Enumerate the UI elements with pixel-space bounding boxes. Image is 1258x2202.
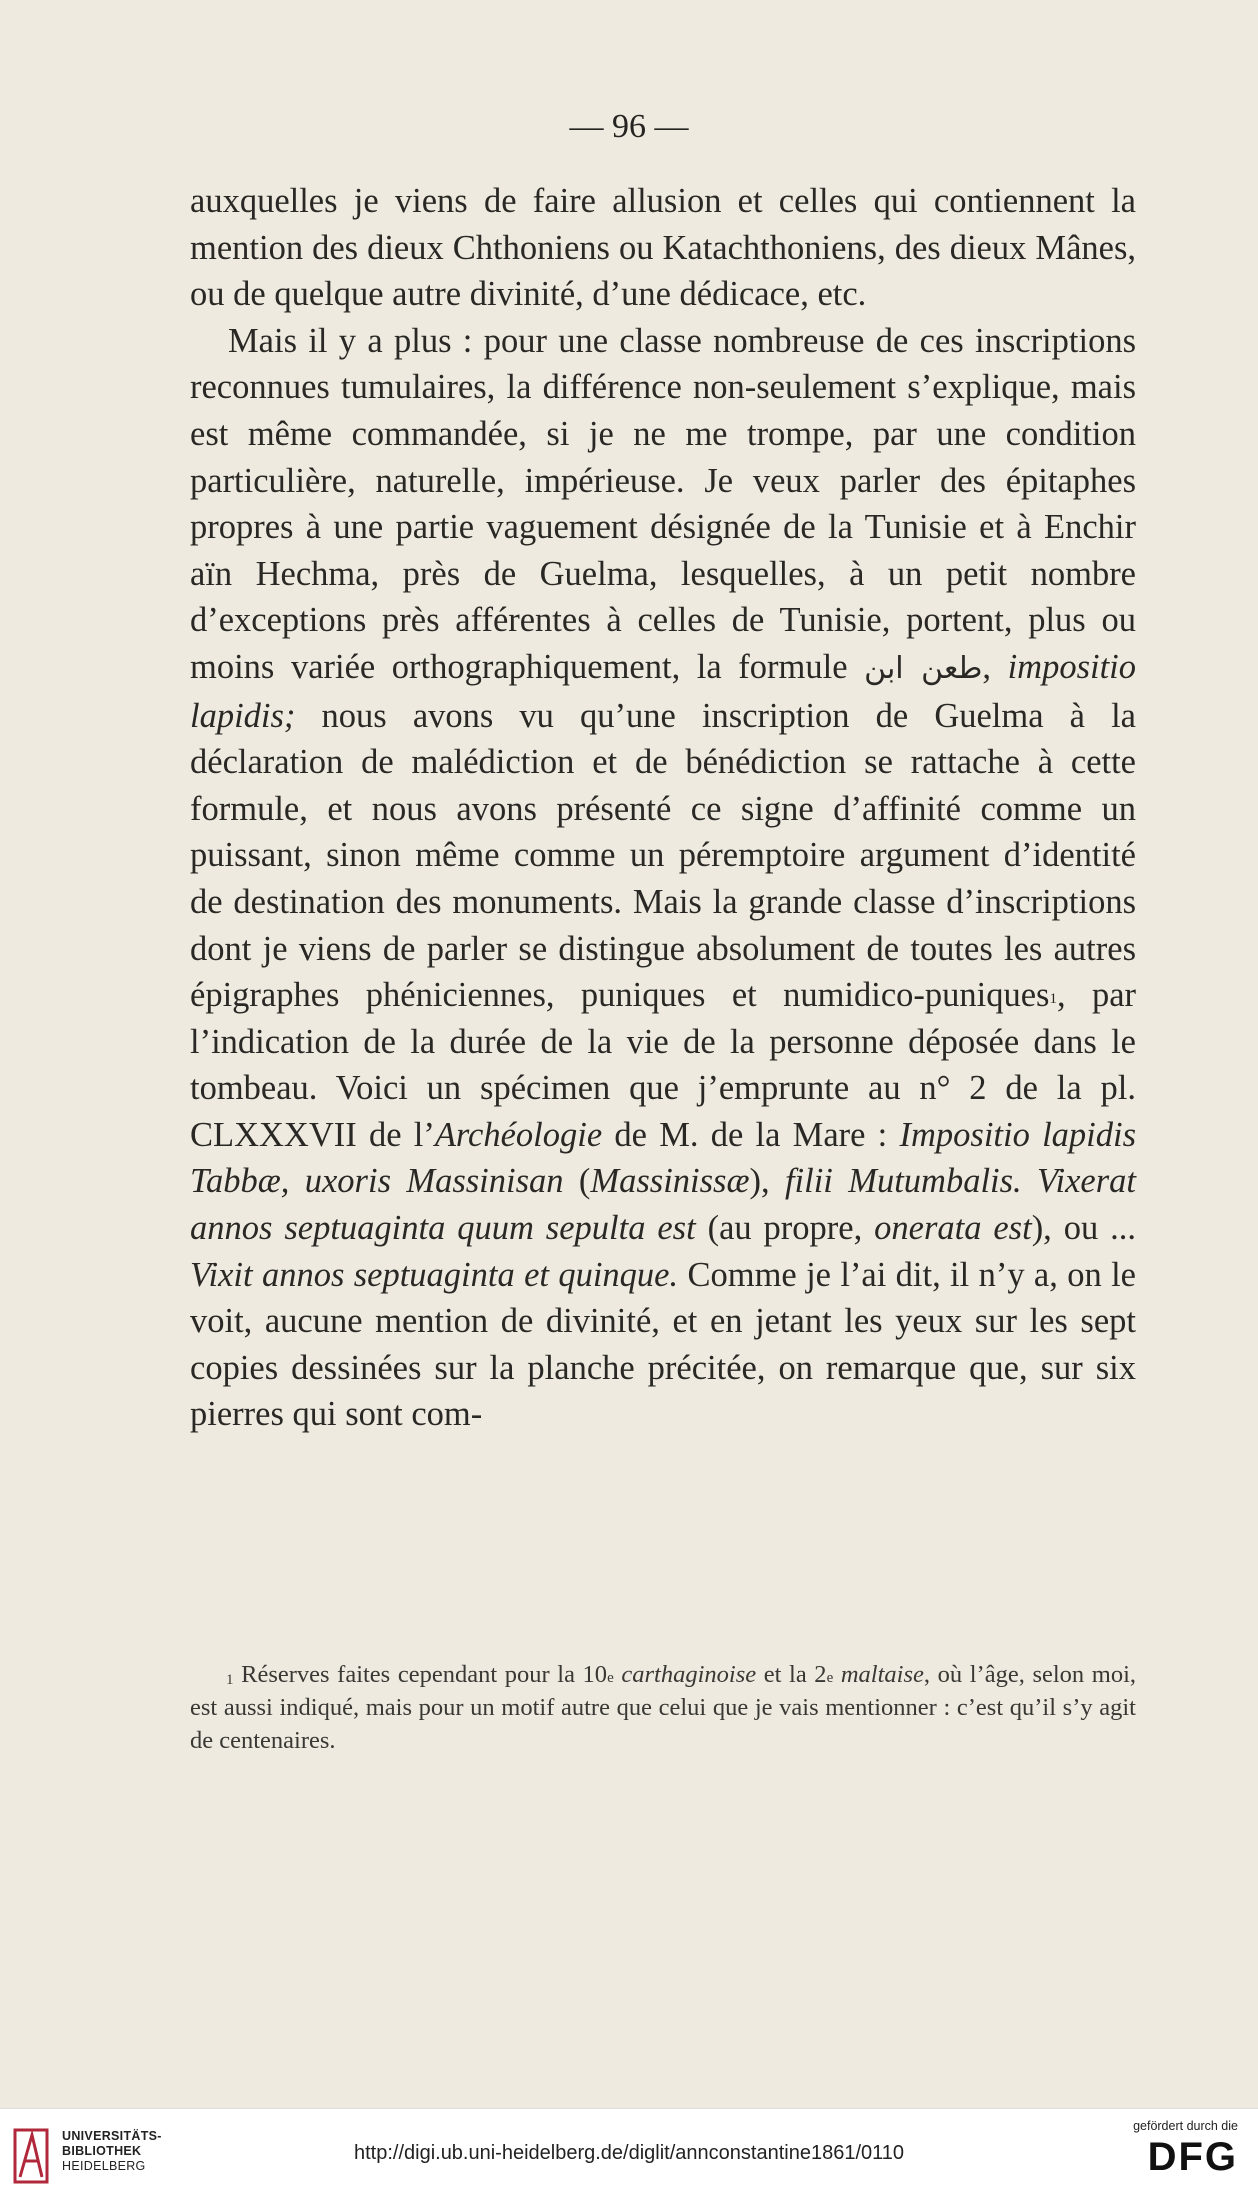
italic-text: carthaginoise	[621, 1661, 757, 1688]
text-run: de M. de la Mare :	[602, 1115, 900, 1154]
library-name-line3: HEIDELBERG	[62, 2159, 146, 2173]
superscript: e	[607, 1670, 614, 1686]
library-name-line2: BIBLIOTHEK	[62, 2144, 142, 2158]
text-run: ),	[749, 1162, 785, 1201]
permalink-url[interactable]: http://digi.ub.uni-heidelberg.de/diglit/annconstantine1861/0110	[353, 2142, 905, 2164]
arabic-formula: طعن ابن	[864, 650, 983, 686]
italic-text: maltaise	[840, 1661, 924, 1688]
text-run: , par l’indication de la durée de la vie de la personne déposée dans le tombeau. Voici un spécimen que j’emprunte au n° 2 de la pl. CLXXXVII de l’	[190, 976, 1136, 1154]
text-run: nous avons vu qu’une inscription de Guelma à la déclaration de malédiction et de bénédiction se rattache à cette formule, et nous avons présenté ce signe d’affinité comme un puissant, sinon même comme un péremptoire argument d’identité de destination des monuments. Mais la grande classe d’inscriptions dont je viens de parler se distingue absolument de toutes les autres épigraphes phéniciennes, puniques et numidico-puniques	[190, 696, 1136, 1015]
funding-notice	[1098, 2119, 1238, 2181]
text-run: ,	[982, 647, 1008, 686]
text-run: , où l’âge, selon moi, est aussi indiqué, mais pour un motif autre que celui que je vais mentionner : c’est qu’il s’y agit de centenaires.	[190, 1661, 1137, 1754]
text-run: et la 2	[756, 1661, 827, 1688]
text-run: Mais il y a plus : pour une classe nombreuse de ces inscriptions reconnues tumulaires, la différence non-seulement s’explique, mais est même commandée, si je ne me trompe, par une condition particulière, naturelle, impérieuse. Je veux parler des épitaphes propres à une partie vaguement désignée de la Tunisie et à Enchir aïn Hechma, près de Guelma, lesquelles, à un petit nombre d’exceptions près afférentes à celles de Tunisie, portent, plus ou moins variée orthographiquement, la formule	[190, 321, 1136, 686]
paragraph	[190, 178, 1136, 318]
text-run: auxquelles je viens de faire allusion et celles qui contiennent la mention des dieux Chthoniens ou Katachthoniens, des dieux Mânes, ou de quelque autre divinité, d’une dédicace, etc.	[190, 182, 1136, 314]
superscript: 1	[1049, 991, 1057, 1008]
italic-text: filii Mutumbalis. Vixerat annos septuaginta quum sepulta est	[190, 1162, 1136, 1248]
italic-text: Impositio lapidis Tabbæ, uxoris Massinisan	[190, 1115, 1136, 1201]
library-name-line1: UNIVERSITÄTS-	[62, 2129, 162, 2143]
body-text	[190, 178, 1136, 1438]
text-run: Réserves faites cependant pour la 10	[233, 1661, 608, 1688]
italic-text: Vixit annos septuaginta et quinque.	[190, 1255, 679, 1294]
text-run: (	[563, 1162, 591, 1201]
footnote-marker: 1	[226, 1672, 234, 1688]
text-run	[833, 1661, 841, 1688]
text-run: ), ou ...	[1031, 1209, 1136, 1248]
page-number: — 96 —	[569, 108, 689, 145]
footnote-paragraph	[190, 1658, 1136, 1757]
paragraph	[190, 318, 1136, 1438]
text-run: (au propre,	[695, 1209, 875, 1248]
viewer-footer	[0, 2108, 1258, 2202]
funding-text: gefördert durch die	[1133, 2119, 1238, 2133]
text-run: Comme je l’ai dit, il n’y a, on le voit, aucune mention de divinité, et en jetant les yeux sur les sept copies dessinées sur la planche précitée, on remarque que, sur six pierres qui sont com-	[190, 1255, 1136, 1434]
italic-text: Archéologie	[434, 1115, 603, 1154]
italic-text: impositio lapidis;	[190, 647, 1137, 735]
dfg-logo: DFG	[1147, 2135, 1238, 2179]
italic-text: onerata est	[874, 1209, 1032, 1248]
italic-text: Massinissæ	[590, 1162, 750, 1201]
footnote	[190, 1658, 1136, 1757]
superscript: e	[826, 1670, 834, 1686]
